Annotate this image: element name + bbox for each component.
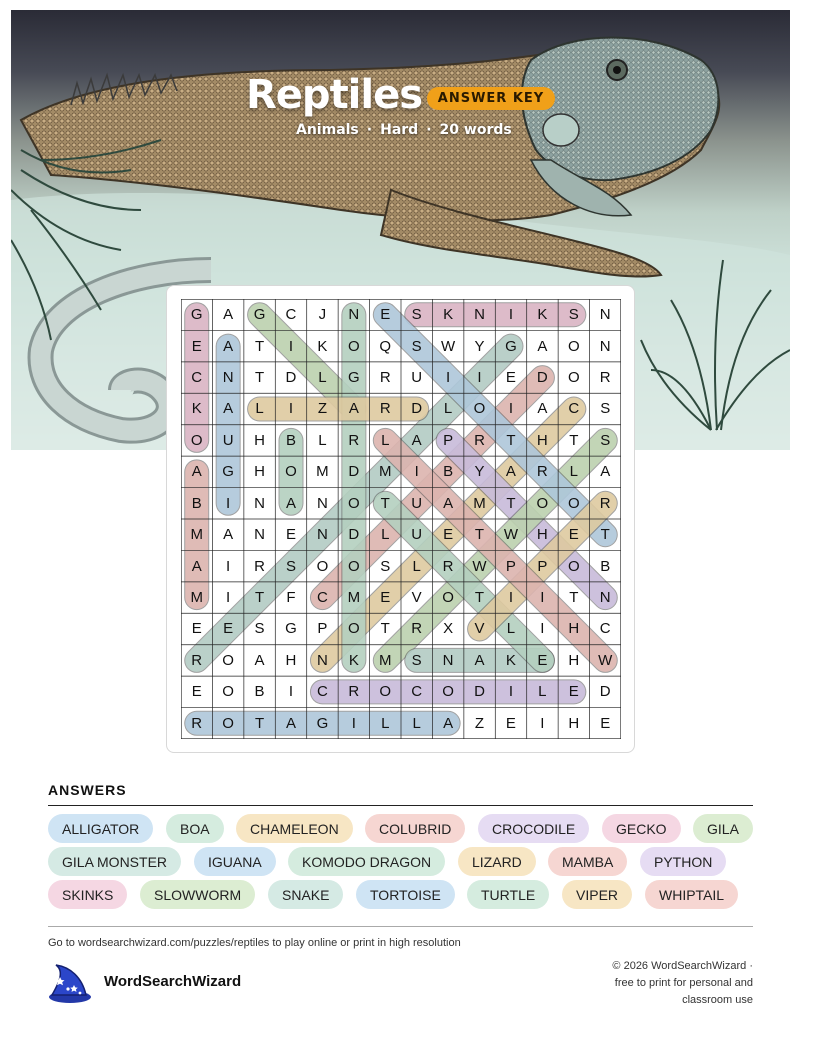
grid-cell: S — [600, 431, 611, 449]
letter-grid — [181, 299, 621, 739]
grid-cell: M — [190, 589, 203, 606]
grid-cell: E — [380, 589, 391, 606]
grid-cell: T — [506, 431, 516, 449]
grid-cell: T — [506, 494, 516, 512]
answer-chip: SNAKE — [268, 880, 343, 909]
grid-cell: S — [600, 400, 611, 418]
grid-cell: T — [254, 714, 265, 732]
grid-cell: R — [474, 431, 485, 449]
grid-cell: T — [254, 589, 265, 606]
grid-cell: A — [285, 494, 296, 512]
grid-cell: I — [508, 683, 514, 701]
answer-chip: MAMBA — [548, 847, 627, 876]
grid-cell: O — [567, 557, 580, 575]
grid-cell: N — [348, 306, 360, 324]
grid-cell: T — [569, 589, 579, 606]
grid-cell: R — [411, 620, 423, 638]
grid-cell: L — [443, 400, 453, 418]
grid-cell: K — [191, 400, 202, 418]
grid-cell: H — [254, 463, 265, 481]
grid-cell: O — [347, 494, 360, 512]
grid-cell: H — [568, 651, 580, 669]
copyright-line: classroom use — [682, 994, 753, 1006]
grid-cell: I — [288, 683, 294, 701]
grid-cell: O — [316, 557, 329, 575]
grid-cell: A — [443, 714, 454, 732]
answer-chip: COLUBRID — [365, 814, 465, 843]
grid-cell: S — [568, 306, 579, 324]
grid-cell: K — [537, 306, 548, 324]
answer-chip: ALLIGATOR — [48, 814, 153, 843]
meta-separator: · — [426, 122, 432, 138]
grid-cell: A — [223, 400, 234, 418]
grid-cell: A — [537, 337, 548, 355]
grid-cell: C — [568, 400, 580, 418]
answer-chip: CROCODILE — [478, 814, 589, 843]
wizard-hat-icon — [46, 963, 92, 1005]
grid-cell: G — [316, 714, 329, 732]
grid-cell: L — [381, 526, 390, 544]
grid-cell: O — [442, 589, 454, 606]
grid-cell: I — [477, 369, 482, 387]
grid-cell: I — [414, 463, 419, 481]
grid-cell: O — [347, 557, 360, 575]
grid-cell: B — [443, 463, 454, 481]
grid-cell: E — [191, 683, 202, 701]
grid-cell: D — [411, 400, 423, 418]
grid-cell: H — [536, 431, 548, 449]
grid-cell: Y — [474, 337, 485, 355]
grid-cell: F — [286, 589, 296, 606]
grid-cell: A — [537, 400, 548, 418]
grid-cell: N — [599, 589, 611, 606]
grid-cell: M — [190, 526, 203, 544]
answer-key-badge: ANSWER KEY — [427, 87, 555, 110]
grid-cell: O — [567, 369, 580, 387]
grid-cell: D — [348, 526, 360, 544]
grid-cell: U — [411, 526, 423, 544]
grid-cell: C — [285, 306, 297, 324]
answer-chip: KOMODO DRAGON — [288, 847, 445, 876]
answer-chip: SLOWWORM — [140, 880, 255, 909]
grid-cell: R — [191, 651, 203, 669]
grid-cell: T — [254, 369, 265, 387]
grid-cell: T — [569, 431, 579, 449]
grid-cell: O — [473, 400, 486, 418]
grid-cell: E — [223, 620, 234, 638]
word-search-grid — [181, 299, 621, 739]
meta-word-count: 20 words — [439, 122, 512, 138]
grid-cell: H — [285, 651, 297, 669]
grid-cell: T — [600, 526, 610, 544]
grid-cell: E — [600, 714, 611, 732]
grid-cell: B — [254, 683, 265, 701]
grid-cell: C — [316, 683, 328, 701]
grid-cell: N — [254, 494, 265, 512]
answer-chip: GILA — [693, 814, 753, 843]
grid-cell: A — [223, 526, 234, 544]
brand-name: WordSearchWizard — [104, 973, 242, 990]
meta-category: Animals — [296, 122, 359, 138]
grid-cell: B — [600, 557, 611, 575]
grid-cell: G — [285, 620, 297, 638]
grid-cell: A — [474, 651, 485, 669]
grid-cell: O — [347, 620, 360, 638]
grid-cell: M — [378, 651, 392, 669]
answer-chip: VIPER — [562, 880, 632, 909]
answer-chip: LIZARD — [458, 847, 536, 876]
grid-cell: O — [567, 494, 580, 512]
grid-cell: N — [222, 369, 234, 387]
grid-cell: I — [508, 400, 514, 418]
divider — [48, 926, 753, 927]
grid-cell: N — [316, 526, 328, 544]
grid-cell: P — [537, 557, 548, 575]
divider — [48, 805, 753, 806]
grid-cell: I — [540, 589, 545, 606]
grid-cell: U — [411, 369, 423, 387]
grid-cell: A — [254, 651, 265, 669]
grid-cell: A — [505, 463, 516, 481]
grid-cell: E — [443, 526, 454, 544]
answer-chip: TORTOISE — [356, 880, 455, 909]
grid-cell: O — [285, 463, 297, 481]
answer-chip: BOA — [166, 814, 224, 843]
answers-heading: ANSWERS — [48, 782, 127, 798]
grid-cell: P — [505, 557, 516, 575]
grid-cell: D — [474, 683, 485, 701]
grid-cell: H — [254, 431, 265, 449]
grid-cell: E — [505, 714, 516, 732]
grid-cell: S — [380, 557, 391, 575]
answer-chip: GECKO — [602, 814, 681, 843]
grid-cell: A — [443, 494, 454, 512]
grid-cell: W — [472, 557, 487, 575]
grid-cell: E — [568, 526, 579, 544]
grid-cell: S — [285, 557, 296, 575]
answer-chip: PYTHON — [640, 847, 726, 876]
grid-cell: H — [568, 620, 580, 638]
grid-cell: H — [536, 526, 548, 544]
grid-cell: D — [599, 683, 611, 701]
grid-cell: Y — [474, 463, 485, 481]
grid-cell: T — [380, 620, 390, 638]
grid-cell: T — [254, 337, 265, 355]
footer-link[interactable]: Go to wordsearchwizard.com/puzzles/reptiles to play online or print in high resolution — [48, 937, 461, 949]
grid-cell: O — [442, 683, 454, 701]
grid-cell: O — [222, 714, 234, 732]
answer-chip: IGUANA — [194, 847, 276, 876]
grid-cell: E — [380, 306, 391, 324]
grid-cell: Q — [379, 337, 392, 355]
grid-cell: R — [536, 463, 548, 481]
grid-cell: C — [411, 683, 423, 701]
grid-cell: O — [347, 337, 360, 355]
grid-cell: U — [411, 494, 423, 512]
grid-cell: V — [474, 620, 485, 638]
grid-cell: B — [191, 494, 202, 512]
grid-cell: C — [191, 369, 203, 387]
grid-cell: N — [442, 651, 454, 669]
grid-cell: I — [226, 589, 231, 606]
grid-cell: W — [441, 337, 456, 355]
grid-cell: I — [288, 400, 294, 418]
copyright-line: free to print for personal and — [614, 977, 753, 989]
grid-cell: S — [254, 620, 265, 638]
grid-cell: I — [540, 620, 545, 638]
grid-cell: O — [222, 651, 234, 669]
grid-cell: L — [318, 431, 327, 449]
grid-cell: D — [536, 369, 548, 387]
grid-cell: H — [568, 714, 580, 732]
grid-cell: K — [317, 337, 328, 355]
puzzle-meta — [296, 122, 512, 138]
grid-cell: I — [508, 589, 514, 606]
grid-cell: A — [223, 337, 234, 355]
answer-chip: SKINKS — [48, 880, 127, 909]
grid-cell: I — [446, 369, 451, 387]
grid-cell: U — [222, 431, 234, 449]
grid-cell: R — [599, 494, 611, 512]
meta-separator: · — [366, 122, 373, 138]
grid-cell: M — [378, 463, 392, 481]
grid-cell: E — [505, 369, 516, 387]
grid-cell: S — [411, 306, 422, 324]
grid-cell: C — [316, 589, 328, 606]
grid-cell: P — [443, 431, 454, 449]
grid-cell: R — [442, 557, 454, 575]
grid-cell: E — [191, 620, 202, 638]
grid-cell: M — [473, 494, 486, 512]
grid-cell: O — [222, 683, 234, 701]
grid-cell: K — [348, 651, 359, 669]
answer-chip: WHIPTAIL — [645, 880, 738, 909]
grid-cell: L — [538, 683, 547, 701]
grid-cell: E — [285, 526, 296, 544]
grid-cell: L — [412, 714, 421, 732]
grid-cell: W — [503, 526, 519, 544]
grid-cell: A — [411, 431, 422, 449]
page-title: Reptiles — [246, 72, 423, 118]
grid-cell: M — [347, 589, 361, 606]
grid-cell: G — [190, 306, 203, 324]
grid-cell: L — [318, 369, 327, 387]
answer-chip: CHAMELEON — [236, 814, 353, 843]
grid-cell: C — [599, 620, 611, 638]
grid-cell: V — [411, 589, 422, 606]
grid-cell: L — [569, 463, 578, 481]
grid-cell: N — [599, 337, 611, 355]
grid-cell: L — [412, 557, 421, 575]
grid-cell: L — [381, 714, 390, 732]
grid-cell: N — [474, 306, 485, 324]
grid-cell: N — [316, 494, 328, 512]
grid-cell: I — [540, 714, 545, 732]
meta-difficulty: Hard — [380, 122, 419, 138]
grid-cell: I — [226, 494, 231, 512]
grid-cell: G — [347, 369, 360, 387]
grid-cell: A — [600, 463, 611, 481]
grid-cell: T — [380, 494, 390, 512]
grid-cell: A — [285, 714, 296, 732]
grid-cell: N — [254, 526, 265, 544]
grid-cell: N — [316, 651, 328, 669]
copyright — [560, 958, 753, 1009]
grid-cell: R — [191, 714, 203, 732]
grid-cell: O — [379, 683, 392, 701]
grid-cell: K — [505, 651, 516, 669]
grid-cell: T — [474, 526, 485, 544]
grid-cell: O — [536, 494, 549, 512]
grid-cell: I — [226, 557, 231, 575]
grid-cell: B — [285, 431, 296, 449]
grid-cell: T — [474, 589, 485, 606]
grid-cell: A — [348, 400, 359, 418]
grid-cell: I — [508, 306, 514, 324]
grid-cell: L — [506, 620, 516, 638]
grid-cell: R — [348, 431, 360, 449]
grid-cell: I — [351, 714, 356, 732]
grid-cell: E — [537, 651, 548, 669]
grid-cell: D — [348, 463, 360, 481]
grid-cell: J — [318, 306, 327, 324]
copyright-line: © 2026 WordSearchWizard · — [612, 960, 753, 972]
grid-cell: N — [599, 306, 611, 324]
grid-cell: S — [411, 337, 422, 355]
grid-cell: K — [443, 306, 454, 324]
grid-cell: D — [285, 369, 297, 387]
grid-cell: R — [379, 400, 391, 418]
grid-cell: M — [316, 463, 329, 481]
grid-cell: R — [254, 557, 265, 575]
answer-chip: GILA MONSTER — [48, 847, 181, 876]
grid-cell: I — [288, 337, 294, 355]
grid-cell: S — [411, 651, 422, 669]
grid-cell: R — [599, 369, 611, 387]
grid-cell: E — [191, 337, 202, 355]
grid-cell: R — [379, 369, 391, 387]
grid-cell: O — [567, 337, 580, 355]
grid-cell: A — [223, 306, 234, 324]
grid-cell: Z — [474, 714, 485, 732]
grid-cell: W — [598, 651, 613, 669]
grid-cell: G — [253, 306, 266, 324]
grid-cell: L — [255, 400, 264, 418]
grid-cell: X — [443, 620, 454, 638]
grid-cell: P — [317, 620, 328, 638]
grid-cell: G — [505, 337, 517, 355]
grid-cell: R — [348, 683, 360, 701]
grid-cell: L — [381, 431, 390, 449]
grid-cell: O — [190, 431, 203, 449]
grid-cell: Z — [317, 400, 327, 418]
grid-cell: G — [222, 463, 234, 481]
answer-chip: TURTLE — [467, 880, 549, 909]
grid-cell: A — [191, 463, 202, 481]
grid-cell: E — [568, 683, 579, 701]
grid-cell: A — [191, 557, 202, 575]
